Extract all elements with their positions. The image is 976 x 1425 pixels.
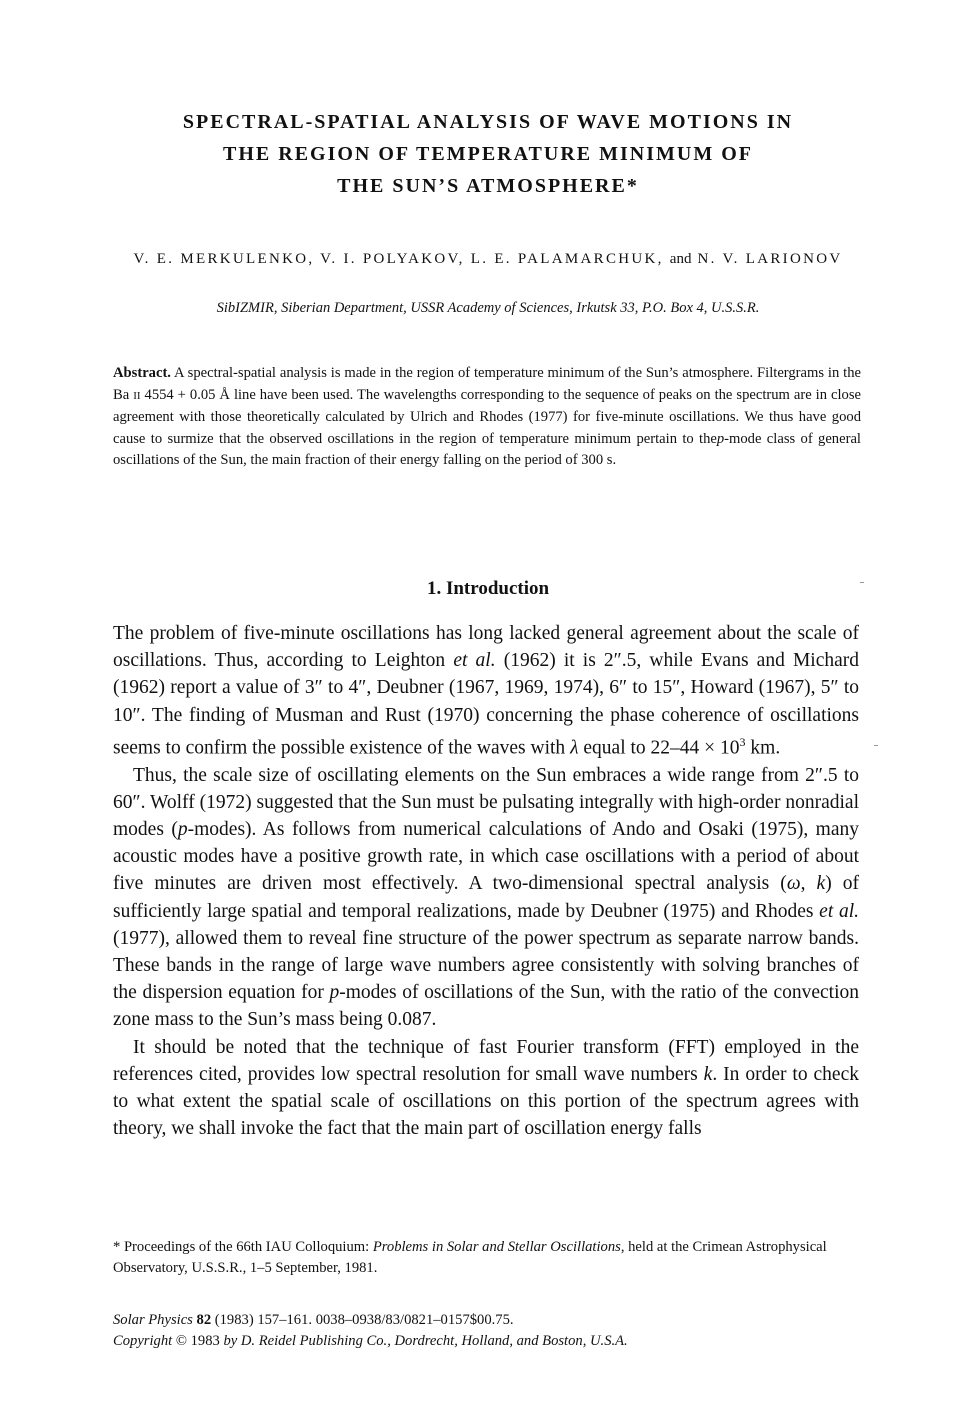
p2-p-symbol-2: p — [329, 982, 340, 1004]
author-names: V. E. MERKULENKO, V. I. POLYAKOV, L. E. PALAMARCHUK, — [133, 251, 664, 267]
p1-exponent: 3 — [739, 734, 746, 749]
scan-mark — [860, 582, 864, 583]
p2-text-e: -modes of oscillations of the Sun, with the ratio of the convection zone mass to the Sun’s mass being 0.087. — [113, 982, 859, 1031]
p2-omega: ω — [786, 873, 801, 895]
p2-text-d: (1977), allowed them to reveal fine structure of the power spectrum as separate narrow bands. These bands in the range of large wave numbers agree consistently with solving branches of the dispersion equation for — [113, 927, 859, 1004]
abstract-text-a: A spectral-spatial analysis is made in the region of temperature minimum of the Sun’s atmosphere. Filtergrams in the Ba — [113, 365, 861, 403]
abstract-label: Abstract. — [113, 365, 171, 381]
p2-text-c: ) of sufficiently large spatial and temporal realizations, made by Deubner (1975) and Rhodes — [113, 873, 860, 922]
paragraph-3 — [113, 1034, 859, 1143]
p1-etal: et al. — [453, 650, 496, 672]
abstract-ion: II — [133, 389, 141, 402]
p2-comma: , — [800, 873, 817, 895]
abstract-text-c: -mode class of general oscillations of the Sun, the main fraction of their energy falling on the period of 300 s. — [113, 430, 861, 468]
footnote-colloquium-title: Problems in Solar and Stellar Oscillations — [372, 1239, 621, 1255]
p1-text-c: equal to 22–44 × 10 — [583, 737, 740, 759]
author-last: N. V. LARIONOV — [697, 251, 843, 267]
p2-k: k — [816, 873, 826, 895]
paragraph-2 — [113, 762, 859, 1034]
footer-copyright — [113, 1331, 863, 1352]
p2-text-b: -modes). As follows from numerical calculations of Ando and Osaki (1975), many acoustic modes have a positive growth rate, in which case oscillations with a period of about five minutes are driven most effectively. A two-dimensional spectral analysis ( — [113, 818, 860, 895]
title-line-3: THE SUN’S ATMOSPHERE* — [337, 175, 639, 197]
footnote-text-a: * Proceedings of the 66th IAU Colloquium: — [113, 1239, 370, 1255]
abstract — [113, 363, 861, 472]
affiliation: SibIZMIR, Siberian Department, USSR Academy of Sciences, Irkutsk 33, P.O. Box 4, U.S.S.R. — [216, 300, 760, 316]
footnote — [113, 1237, 863, 1279]
footer-copyright-year: 1983 — [190, 1333, 220, 1349]
paragraph-1 — [113, 620, 859, 762]
footer-publisher: by D. Reidel Publishing Co., Dordrecht, Holland, and Boston, U.S.A. — [223, 1333, 628, 1349]
p1-text-b: (1962) it is 2″.5, while Evans and Michard (1962) report a value of 3″ to 4″, Deubner (1967, 1969, 1974), 6″ to 15″, Howard (1967), 5″ to 10″. The finding of Musman and Rust (1970) concerning the phase coherence of oscillations seems to confirm the possible existence of the waves with — [113, 650, 860, 759]
p2-text-a: Thus, the scale size of oscillating elements on the Sun embraces a wide range from 2″.5 to 60″. Wolff (1972) suggested that the Sun must be pulsating integrally with high-order nonradial modes ( — [113, 764, 859, 840]
p1-text-a: The problem of five-minute oscillations has long lacked general agreement about the scale of oscillations. Thus, according to Leighton — [113, 623, 859, 672]
section-heading: 1. Introduction — [426, 578, 550, 599]
p3-k: k — [703, 1063, 713, 1085]
footer-journal: Solar Physics — [113, 1312, 193, 1328]
copyright-icon: © — [175, 1333, 187, 1349]
body-text — [113, 620, 859, 1142]
author-conjunction: and — [669, 251, 692, 267]
title-line-2: THE REGION OF TEMPERATURE MINIMUM OF — [223, 143, 753, 165]
scan-mark — [874, 745, 878, 746]
title-line-1: SPECTRAL-SPATIAL ANALYSIS OF WAVE MOTIONS IN — [182, 111, 794, 133]
footer-volume: 82 — [196, 1312, 212, 1328]
p3-text-a: It should be noted that the technique of fast Fourier transform (FFT) employed in the references cited, provides low spectral resolution for small wave numbers — [113, 1036, 859, 1085]
p1-lambda: λ — [570, 737, 579, 759]
paper-title — [0, 106, 976, 202]
publication-footer — [113, 1310, 863, 1352]
footer-copyright-label: Copyright — [113, 1333, 173, 1349]
author-list — [110, 249, 866, 269]
p3-text-b: . In order to check to what extent the spatial scale of oscillations on this portion of the spectrum agrees with theory, we shall invoke the fact that the main part of oscillation energy falls — [113, 1063, 859, 1140]
footnote-text-b: , held at the Crimean Astrophysical Observatory, U.S.S.R., 1–5 September, 1981. — [113, 1239, 827, 1276]
footer-citation — [113, 1310, 863, 1331]
abstract-text-b: 4554 + 0.05 Å line have been used. The wavelengths corresponding to the sequence of peaks on the spectrum are in close agreement with those theoretically calculated by Ulrich and Rhodes (1977) for five-minute oscillations. We thus have good cause to surmize that the observed oscillations in the region of temperature minimum pertain to the — [113, 386, 861, 447]
p2-p-symbol-1: p — [177, 818, 188, 840]
abstract-p-symbol: p — [716, 430, 725, 447]
p1-text-d: km. — [750, 737, 781, 759]
p2-etal: et al. — [819, 900, 859, 922]
footer-citation-rest: (1983) 157–161. 0038–0938/83/0821–0157$00.75. — [214, 1312, 514, 1328]
